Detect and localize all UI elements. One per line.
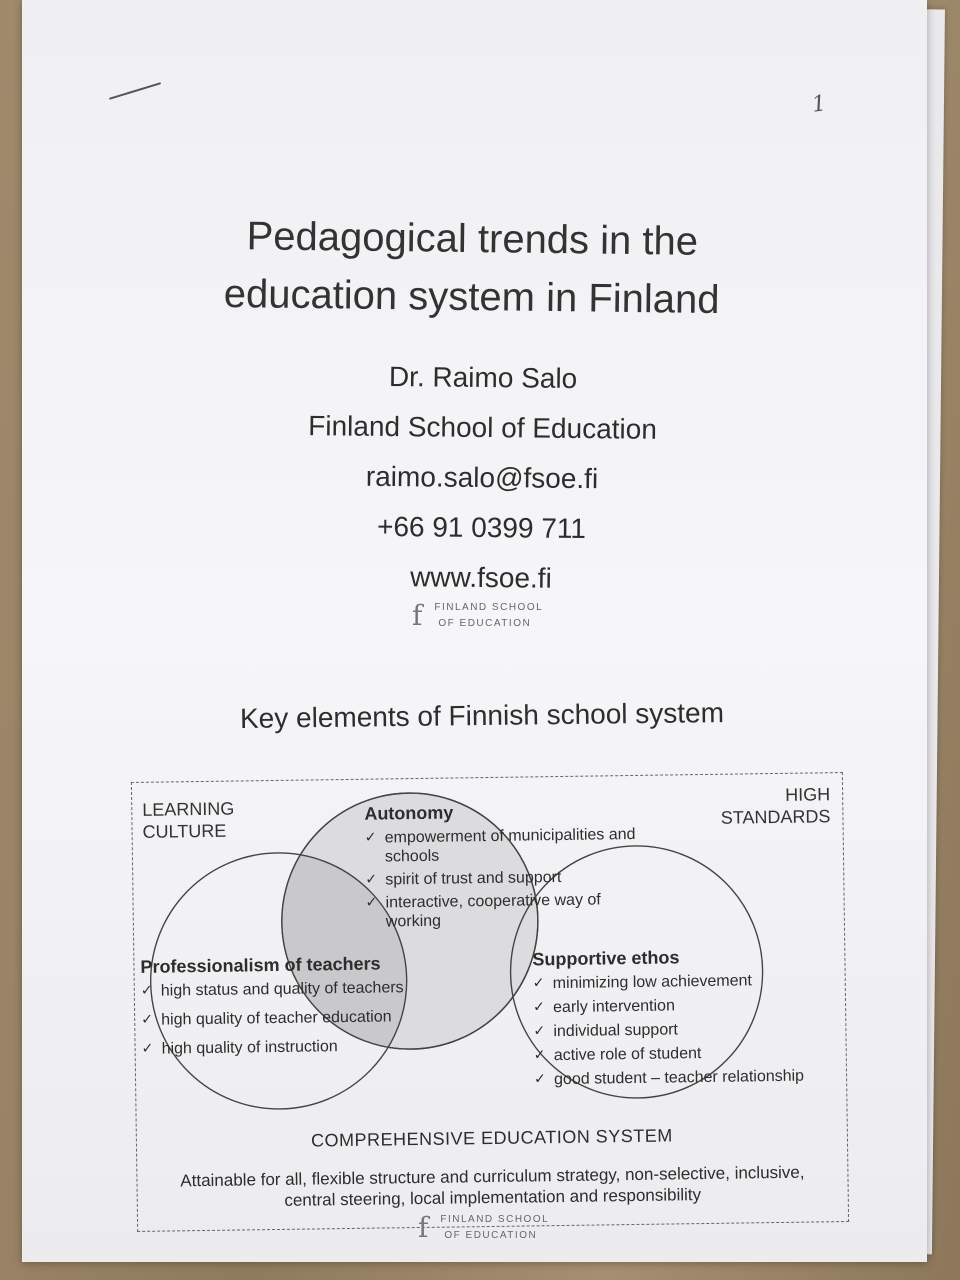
corner-learning-culture <box>142 798 235 843</box>
school-logo-bottom <box>418 1212 549 1244</box>
checkmark-icon: ✓ <box>533 1071 546 1088</box>
checkmark-icon: ✓ <box>141 1040 154 1057</box>
logo-mark: f <box>418 1211 429 1244</box>
supportive-heading: Supportive ethos <box>532 947 680 970</box>
document-title <box>121 206 822 331</box>
autonomy-heading: Autonomy <box>364 802 454 824</box>
list-item <box>534 1042 864 1066</box>
professionalism-group <box>140 952 462 1068</box>
corner-left-line-1: LEARNING <box>142 798 235 820</box>
list-item <box>365 890 656 932</box>
logo-mark: f <box>412 599 423 632</box>
supportive-item-5: good student – teacher relationship <box>553 1067 805 1089</box>
author-block <box>181 353 784 609</box>
list-item <box>533 994 863 1018</box>
autonomy-item-2: spirit of trust and support <box>385 868 562 889</box>
corner-right-line-1: HIGH <box>784 784 831 805</box>
checkmark-icon: ✓ <box>533 1023 546 1040</box>
list-item <box>365 867 655 890</box>
pen-mark <box>109 82 161 100</box>
list-item <box>141 1035 461 1058</box>
professionalism-item-2: high quality of teacher education <box>161 1008 392 1029</box>
professionalism-heading: Professionalism of teachers <box>140 953 381 977</box>
logo-text <box>434 600 543 632</box>
list-item <box>365 825 656 867</box>
list-item <box>141 1006 461 1029</box>
autonomy-item-1: empowerment of municipalities and schools <box>384 825 636 866</box>
professionalism-list <box>141 977 462 1058</box>
autonomy-item-3: interactive, cooperative way of working <box>385 891 601 931</box>
checkmark-icon: ✓ <box>533 1047 546 1064</box>
checkmark-icon: ✓ <box>141 1011 154 1028</box>
author-name: Dr. Raimo Salo <box>388 361 578 394</box>
checkmark-icon: ✓ <box>365 871 378 888</box>
paper-sheet <box>22 0 927 1262</box>
corner-left-line-2: CULTURE <box>142 820 227 842</box>
author-organization: Finland School of Education <box>308 410 658 445</box>
logo-line-2: OF EDUCATION <box>438 618 532 629</box>
logo-line-1: FINLAND SCHOOL <box>440 1214 550 1225</box>
comprehensive-description: Attainable for all, flexible structure and curriculum strategy, non-selective, inclusive, central steering, local implementation and responsibility <box>180 1162 805 1210</box>
supportive-item-1: minimizing low achievement <box>552 972 753 993</box>
checkmark-icon: ✓ <box>532 975 545 992</box>
professionalism-item-3: high quality of instruction <box>161 1038 338 1058</box>
author-website: www.fsoe.fi <box>410 561 552 594</box>
title-line-1: Pedagogical trends in the <box>246 214 699 264</box>
supportive-item-2: early intervention <box>552 997 676 1017</box>
list-item <box>533 970 863 994</box>
list-item <box>534 1066 864 1090</box>
list-item <box>533 1018 863 1042</box>
corner-high-standards <box>720 783 830 829</box>
checkmark-icon: ✓ <box>140 982 153 999</box>
checkmark-icon: ✓ <box>365 894 378 911</box>
author-email: raimo.salo@fsoe.fi <box>365 460 599 495</box>
logo-text <box>440 1212 549 1244</box>
logo-line-1: FINLAND SCHOOL <box>434 602 544 613</box>
corner-right-line-2: STANDARDS <box>720 806 831 828</box>
autonomy-group <box>364 800 656 936</box>
supportive-group <box>532 945 864 1095</box>
autonomy-list <box>365 825 656 932</box>
checkmark-icon: ✓ <box>532 999 545 1016</box>
title-line-2: education system in Finland <box>223 271 720 323</box>
professionalism-item-1: high status and quality of teachers <box>160 979 404 1000</box>
supportive-item-3: individual support <box>553 1021 679 1041</box>
venn-diagram <box>131 772 849 1232</box>
supportive-list <box>533 970 865 1090</box>
checkmark-icon: ✓ <box>364 829 377 846</box>
supportive-item-4: active role of student <box>553 1045 702 1065</box>
page-number: 1 <box>810 91 828 118</box>
slide-title: Key elements of Finnish school system <box>239 697 725 734</box>
logo-line-2: OF EDUCATION <box>444 1230 538 1241</box>
comprehensive-title: COMPREHENSIVE EDUCATION SYSTEM <box>310 1125 673 1151</box>
list-item <box>141 977 461 1000</box>
school-logo <box>412 600 543 632</box>
author-phone: +66 91 0399 711 <box>376 510 587 545</box>
